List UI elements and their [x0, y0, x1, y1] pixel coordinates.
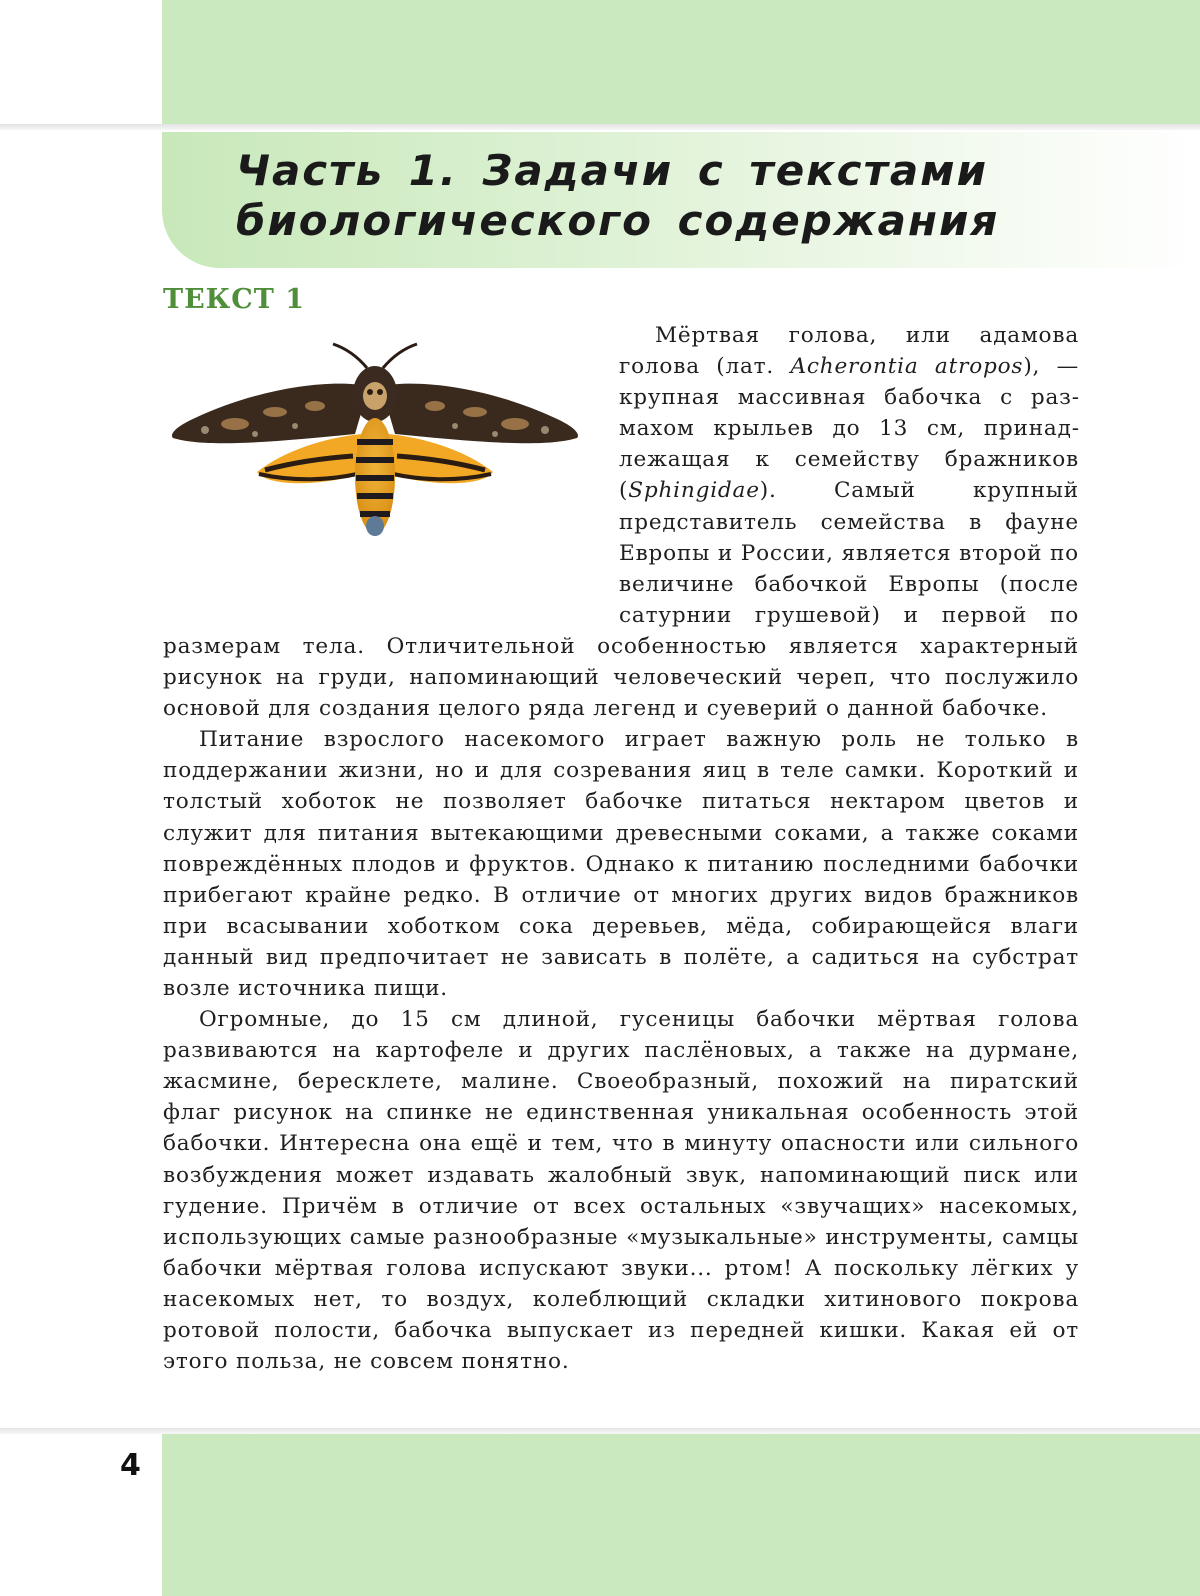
figure-wrap-space: [163, 320, 619, 602]
latin-name-family: Sphingidae: [628, 478, 760, 504]
top-divider: [0, 124, 1200, 130]
paragraph-1-part-b: ), — крупная массивная бабочка с размахом крыльев до 13 см, принадлежащая к семейству бражников (: [619, 354, 1080, 504]
top-decorative-band: [162, 0, 1200, 126]
paragraph-1-part-c: ). Самый крупный представитель семейства в фауне Европы и России, является второй по величине бабочкой Европы (после сатурнии грушевой) и первой по размерам тела. Отличительной особенностью является характерный рисунок на груди, напоминающий человеческий череп, что послужило основой для создания целого ряда легенд и суеверий о данной бабочке.: [163, 478, 1079, 722]
chapter-title-line-1: Часть 1. Задачи с текстами: [236, 146, 989, 195]
chapter-title-line-2: биологического содержания: [236, 196, 1000, 245]
bottom-decorative-band: [162, 1434, 1200, 1596]
section-heading: ТЕКСТ 1: [163, 284, 305, 315]
page-number: 4: [120, 1448, 141, 1483]
latin-name-species: Acherontia atropos: [790, 354, 1024, 380]
chapter-title: [236, 146, 999, 246]
article-text: [163, 320, 1079, 1377]
paragraph-3: Огромные, до 15 см длиной, гусеницы бабочки мёртвая голова развиваются на картофеле и других паслёновых, а также на дурмане, жасмине, бересклете, малине. Своеобразный, похожий на пиратский флаг рисунок на спинке не единственная уникальная особенность этой бабочки. Интересна она ещё и тем, что в минуту опасности или сильного возбуждения может издавать жалобный звук, напоминающий писк или гудение. Причём в отличие от всех остальных «звучащих» насекомых, использующих самые разнообразные «музыкальные» инструменты, самцы бабочки мёртвая голова испускают звуки... ртом! А поскольку лёгких у насекомых нет, то воздух, колеблющий складки хитинового покрова ротовой полости, бабочка выпускает из передней кишки. Какая ей от этого польза, не совсем понятно.: [163, 1007, 1079, 1375]
paragraph-1-part-a: Мёртвая голова, или адамова голова (лат.: [619, 323, 1079, 380]
paragraph-2: Питание взрослого насекомого играет важную роль не только в поддержании жизни, но и для созревания яиц в теле самки. Короткий и толстый хоботок не позволяет бабочке питаться нектаром цветов и служит для питания вытекающими древесными соками, а также соками повреждённых плодов и фруктов. Однако к питанию последними бабочки прибегают крайне редко. В отличие от многих других видов бражников при всасывании хоботком сока деревьев, мёда, собирающейся влаги данный вид предпочитает не зависать в полёте, а садиться на субстрат возле источника пищи.: [163, 727, 1079, 1001]
